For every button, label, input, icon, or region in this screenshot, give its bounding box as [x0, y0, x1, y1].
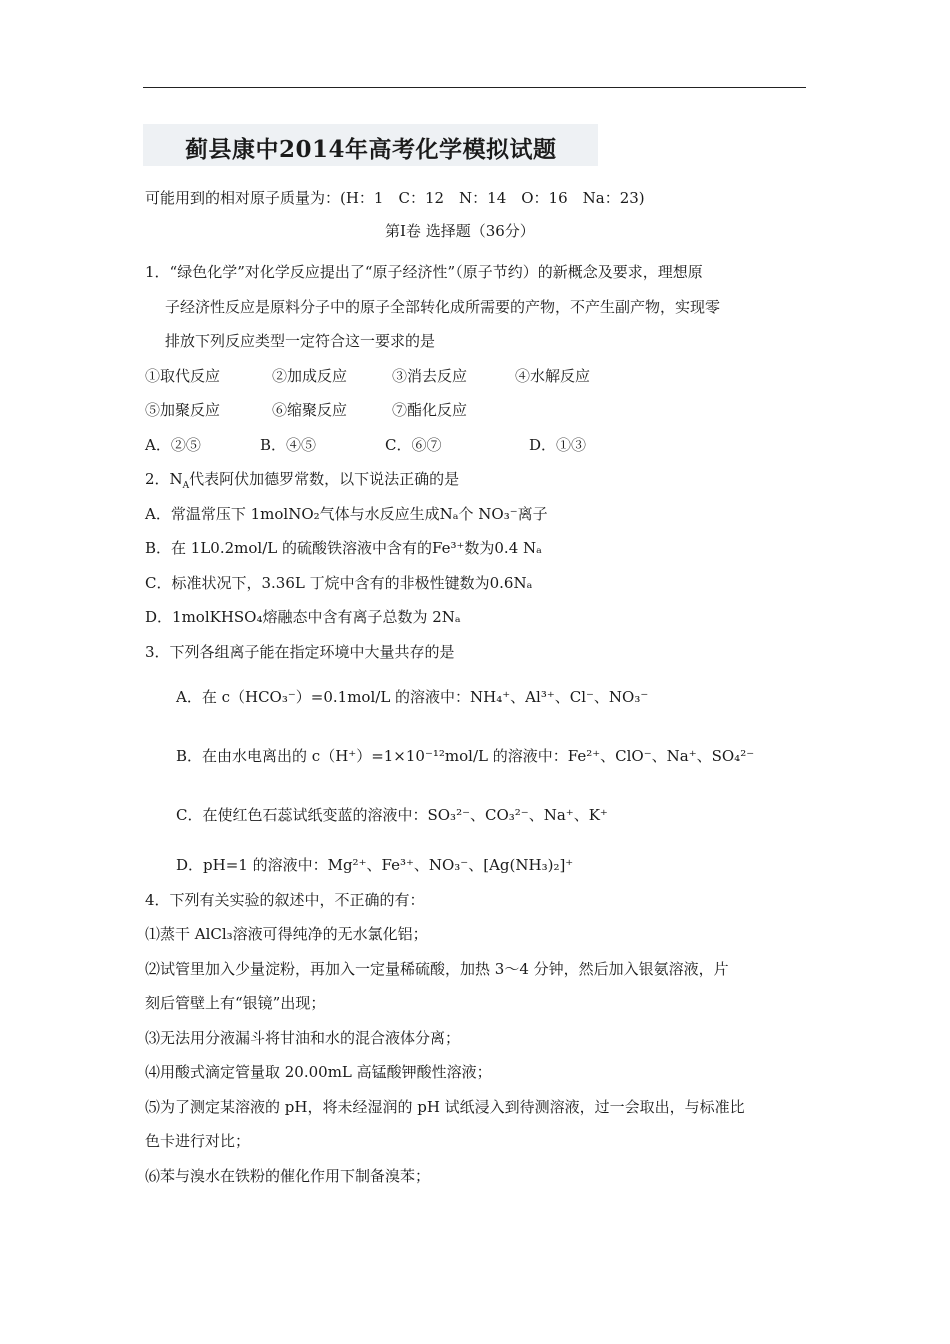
q2-option-d: D．1molKHSO₄熔融态中含有离子总数为 2Nₐ [145, 608, 461, 626]
q1-choice-d: D．①③ [529, 436, 587, 454]
header-rule [143, 87, 806, 88]
q2-stem: 2．$N_A$代表阿伏加德罗常数，以下说法正确的是 [145, 470, 460, 491]
q1-item: ⑤加聚反应 [145, 401, 221, 419]
q3-option-a: A．在 c（HCO₃⁻）=0.1mol/L 的溶液中：NH₄⁺、Al³⁺、Cl⁻、NO₃⁻ [176, 688, 649, 706]
q2-option-c: C．标准状况下，3.36L 丁烷中含有的非极性键数为0.6Nₐ [145, 574, 533, 592]
q3-option-d: D．pH=1 的溶液中：Mg²⁺、Fe³⁺、NO₃⁻、[Ag(NH₃)₂]⁺ [176, 856, 574, 874]
q1-item: ⑥缩聚反应 [272, 401, 348, 419]
q3-option-b: B．在由水电离出的 c（H⁺）=1×10⁻¹²mol/L 的溶液中：Fe²⁺、ClO⁻、Na⁺、SO₄²⁻ [176, 747, 755, 765]
q4-item-2-line2: 刻后管壁上有“银镜”出现； [145, 994, 326, 1012]
q1-stem-line1: 1．“绿色化学”对化学反应提出了“原子经济性”（原子节约）的新概念及要求，理想原 [145, 263, 703, 281]
q1-choice-b: B．④⑤ [260, 436, 317, 454]
q4-item-3: ⑶无法用分液漏斗将甘油和水的混合液体分离； [145, 1029, 461, 1047]
q4-item-5-line2: 色卡进行对比； [145, 1132, 251, 1150]
q4-item-4: ⑷用酸式滴定管量取 20.00mL 高锰酸钾酸性溶液； [145, 1063, 492, 1081]
q1-item: ③消去反应 [392, 367, 468, 385]
q4-stem: 4．下列有关实验的叙述中，不正确的有： [145, 891, 425, 909]
q3-option-c: C．在使红色石蕊试纸变蓝的溶液中：SO₃²⁻、CO₃²⁻、Na⁺、K⁺ [176, 806, 608, 824]
q4-item-5-line1: ⑸为了测定某溶液的 pH，将未经湿润的 pH 试纸浸入到待测溶液，过一会取出，与标准比 [145, 1098, 745, 1116]
q1-choice-c: C．⑥⑦ [385, 436, 442, 454]
q1-item: ⑦酯化反应 [392, 401, 468, 419]
q2-option-b: B．在 1L0.2mol/L 的硫酸铁溶液中含有的Fe³⁺数为0.4 Nₐ [145, 539, 542, 557]
q1-item: ④水解反应 [515, 367, 591, 385]
q4-item-2-line1: ⑵试管里加入少量淀粉，再加入一定量稀硫酸，加热 3～4 分钟，然后加入银氨溶液，片 [145, 960, 729, 978]
section-heading: 第Ⅰ卷 选择题（36分） [385, 222, 535, 240]
q4-item-6: ⑹苯与溴水在铁粉的催化作用下制备溴苯； [145, 1167, 431, 1185]
q3-stem: 3．下列各组离子能在指定环境中大量共存的是 [145, 643, 455, 661]
page-title: 蓟县康中2014年高考化学模拟试题 [185, 136, 557, 163]
atomic-mass-note: 可能用到的相对原子质量为：(H：1 C：12 N：14 O：16 Na：23) [145, 189, 645, 207]
q1-choice-a: A．②⑤ [145, 436, 201, 454]
q1-item: ②加成反应 [272, 367, 348, 385]
q1-stem-line3: 排放下列反应类型一定符合这一要求的是 [165, 332, 436, 350]
q4-item-1: ⑴蒸干 AlCl₃溶液可得纯净的无水氯化铝； [145, 925, 428, 943]
q2-option-a: A．常温常压下 1molNO₂气体与水反应生成Nₐ个 NO₃⁻离子 [145, 505, 548, 523]
q1-item: ①取代反应 [145, 367, 221, 385]
q1-stem-line2: 子经济性反应是原料分子中的原子全部转化成所需要的产物，不产生副产物，实现零 [165, 298, 721, 316]
